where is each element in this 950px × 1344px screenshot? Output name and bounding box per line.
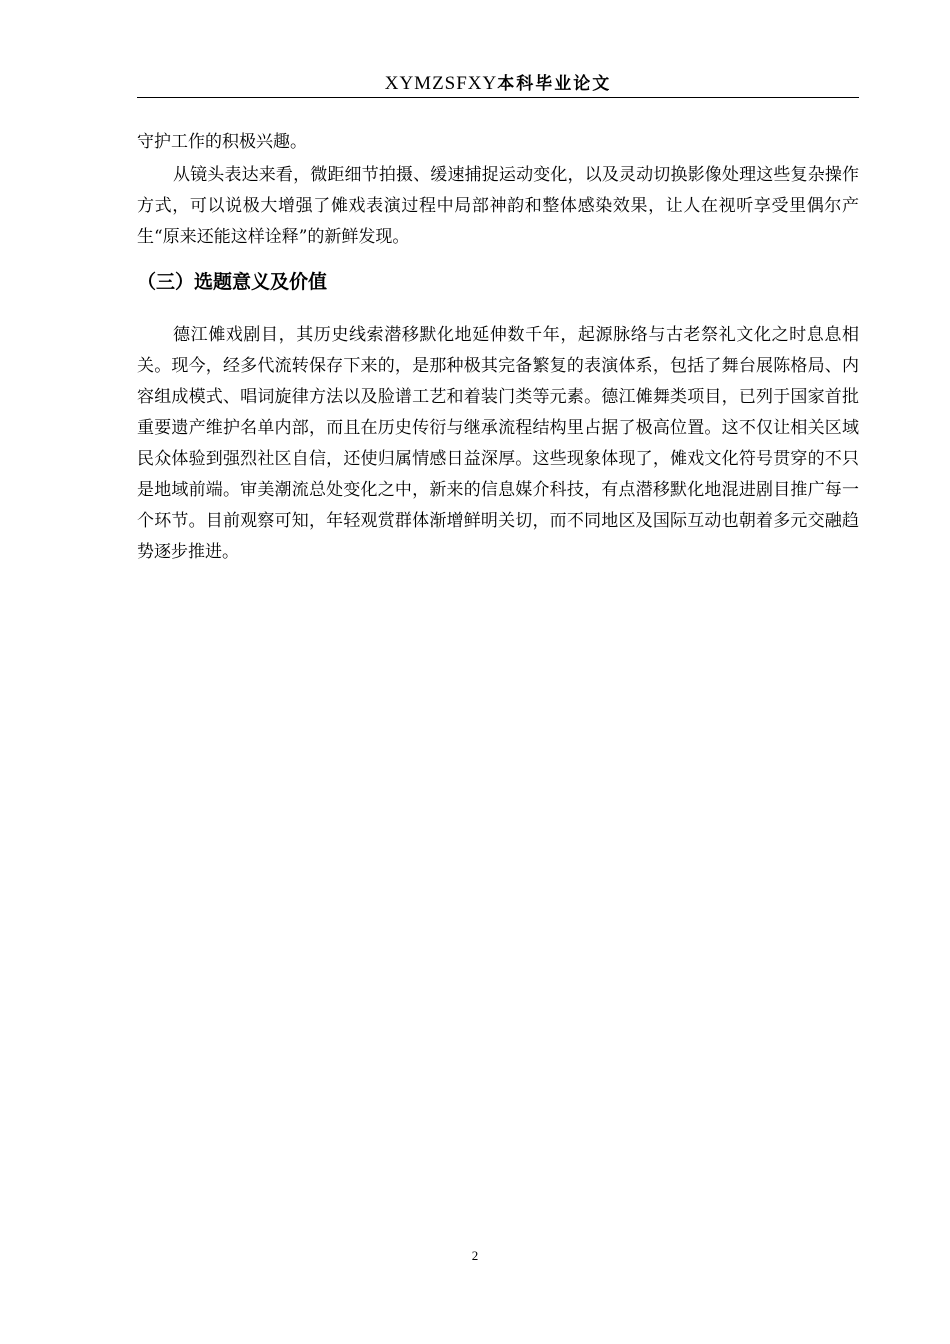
page-number: 2 (471, 1248, 479, 1263)
header-code: XYMZSFXY (384, 73, 498, 94)
section-heading: （三）选题意义及价值 (137, 271, 328, 293)
paragraph-continuation: 守护工作的积极兴趣。 (137, 132, 307, 152)
page-header (137, 70, 859, 98)
paragraph-lens-expression: 从镜头表达来看，微距细节拍摄、缓速捕捉运动变化，以及灵动切换影像处理这些复杂操作方式，可以说极大增强了傩戏表演过程中局部神韵和整体感染效果，让人在视听享受里偶尔产生“原来还能这样诠释”的新鲜发现。 (137, 165, 859, 247)
header-title: 本科毕业论文 (497, 74, 612, 94)
paragraph-significance: 德江傩戏剧目，其历史线索潜移默化地延伸数千年，起源脉络与古老祭礼文化之时息息相关。现今，经多代流转保存下来的，是那种极其完备繁复的表演体系，包括了舞台展陈格局、内容组成模式、唱词旋律方法以及脸谱工艺和着装门类等元素。德江傩舞类项目，已列于国家首批重要遗产维护名单内部，而且在历史传衍与继承流程结构里占据了极高位置。这不仅让相关区域民众体验到强烈社区自信，还使归属情感日益深厚。这些现象体现了，傩戏文化符号贯穿的不只是地域前端。审美潮流总处变化之中，新来的信息媒介科技，有点潜移默化地混进剧目推广每一个环节。目前观察可知，年轻观赏群体渐增鲜明关切，而不同地区及国际互动也朝着多元交融趋势逐步推进。 (137, 325, 859, 562)
header-rule (137, 97, 859, 98)
